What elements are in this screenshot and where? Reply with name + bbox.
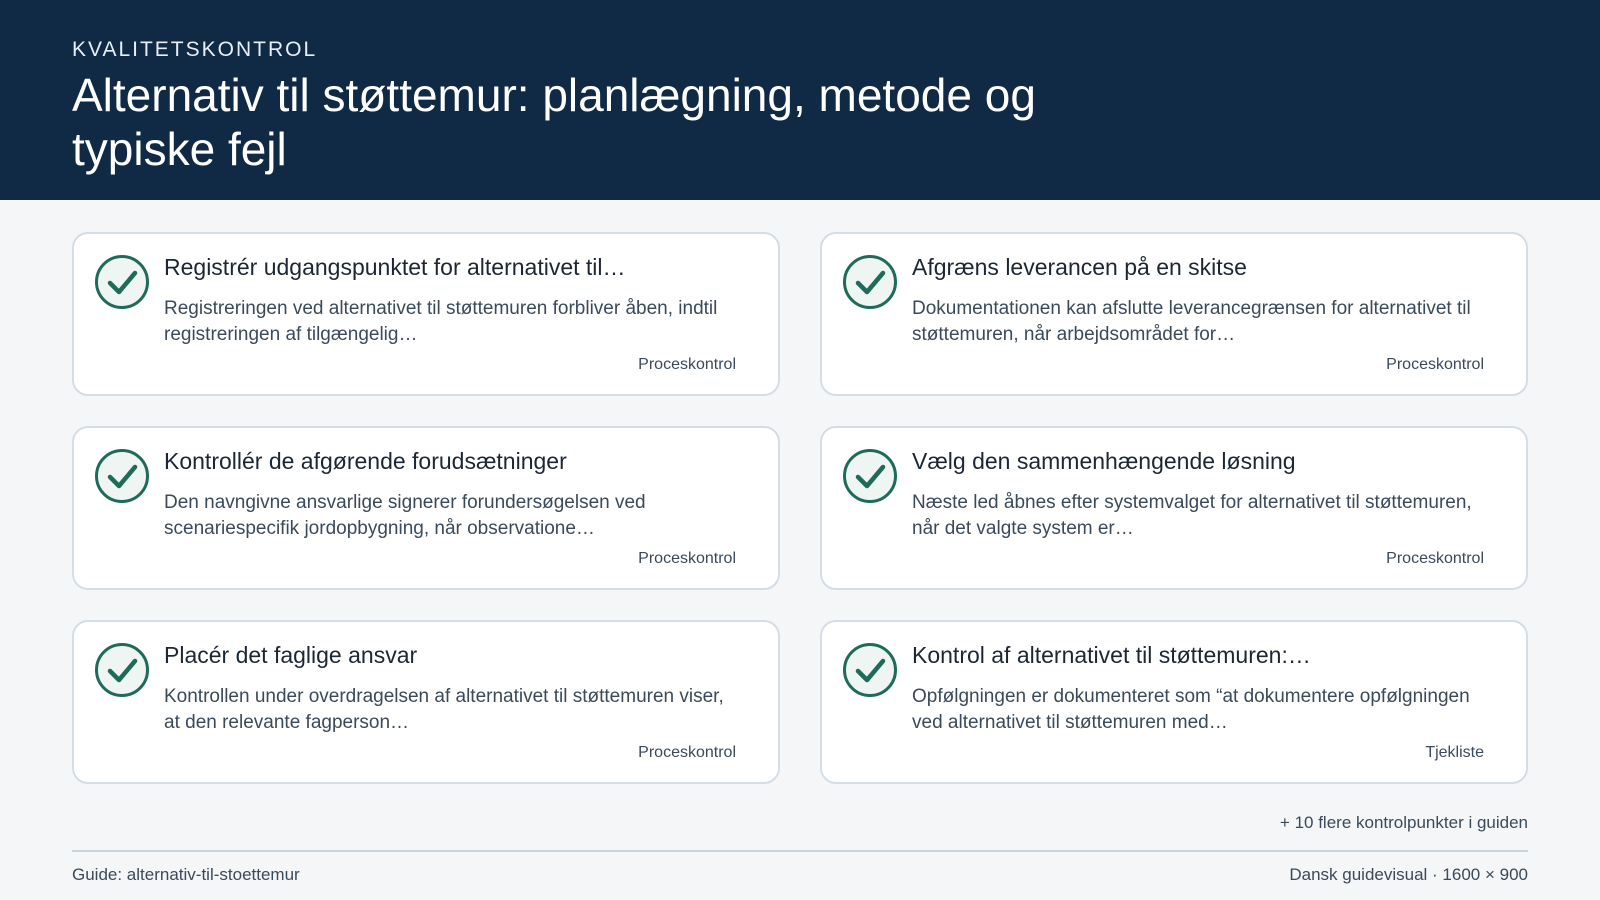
footer-divider	[72, 850, 1528, 852]
checkpoint-title: Afgræns leverancen på en skitse	[912, 254, 1247, 280]
checkpoint-title: Kontrollér de afgørende forudsætninger	[164, 448, 567, 474]
check-circle-icon	[94, 642, 150, 698]
header-banner	[0, 0, 1600, 200]
checkpoint-tag: Proceskontrol	[638, 744, 736, 761]
check-circle-icon	[842, 448, 898, 504]
checkpoint-description: Dokumentationen kan afslutte leverancegrænsen for alternativet til støttemuren, når arbejdsområdet for…	[912, 298, 1471, 345]
checkpoint-description: Den navngivne ansvarlige signerer forundersøgelsen ved scenariespecifik jordopbygning, når observatione…	[164, 492, 646, 539]
checkpoint-card[interactable]	[72, 426, 780, 590]
checkpoint-description: Opfølgningen er dokumenteret som “at dokumentere opfølgningen ved alternativet til støttemuren med…	[912, 686, 1470, 733]
checkpoint-card[interactable]	[820, 232, 1528, 396]
checkpoint-description: Kontrollen under overdragelsen af alternativet til støttemuren viser, at den relevante fagperson…	[164, 686, 724, 733]
checkpoint-description: Registreringen ved alternativet til støttemuren forbliver åben, indtil registreringen af tilgængelig…	[164, 298, 718, 345]
check-circle-icon	[842, 642, 898, 698]
checkpoint-title: Vælg den sammenhængende løsning	[912, 448, 1296, 474]
footer-credit: Dansk guidevisual · 1600 × 900	[1289, 865, 1528, 884]
checkpoint-tag: Proceskontrol	[638, 356, 736, 373]
checkpoint-tag: Proceskontrol	[1386, 550, 1484, 567]
checkpoint-grid	[72, 232, 1528, 784]
check-circle-icon	[94, 254, 150, 310]
footer-guide-slug: Guide: alternativ-til-stoettemur	[72, 865, 300, 884]
checkpoint-description: Næste led åbnes efter systemvalget for alternativet til støttemuren, når det valgte system er…	[912, 492, 1472, 539]
page-title: Alternativ til støttemur: planlægning, metode og typiske fejl	[72, 69, 1036, 175]
check-circle-icon	[842, 254, 898, 310]
checkpoint-card[interactable]	[72, 232, 780, 396]
checkpoint-title: Kontrol af alternativet til støttemuren:…	[912, 642, 1311, 668]
checkpoint-title: Placér det faglige ansvar	[164, 642, 418, 668]
more-checkpoints-link[interactable]: + 10 flere kontrolpunkter i guiden	[1279, 813, 1528, 832]
checkpoint-card[interactable]	[820, 620, 1528, 784]
checkpoint-tag: Proceskontrol	[638, 550, 736, 567]
checkpoint-tag: Proceskontrol	[1386, 356, 1484, 373]
check-circle-icon	[94, 448, 150, 504]
eyebrow-label: KVALITETSKONTROL	[72, 38, 318, 61]
checkpoint-card[interactable]	[72, 620, 780, 784]
checkpoint-card[interactable]	[820, 426, 1528, 590]
checkpoint-title: Registrér udgangspunktet for alternativet til…	[164, 254, 626, 280]
checkpoint-tag: Tjekliste	[1425, 744, 1484, 761]
